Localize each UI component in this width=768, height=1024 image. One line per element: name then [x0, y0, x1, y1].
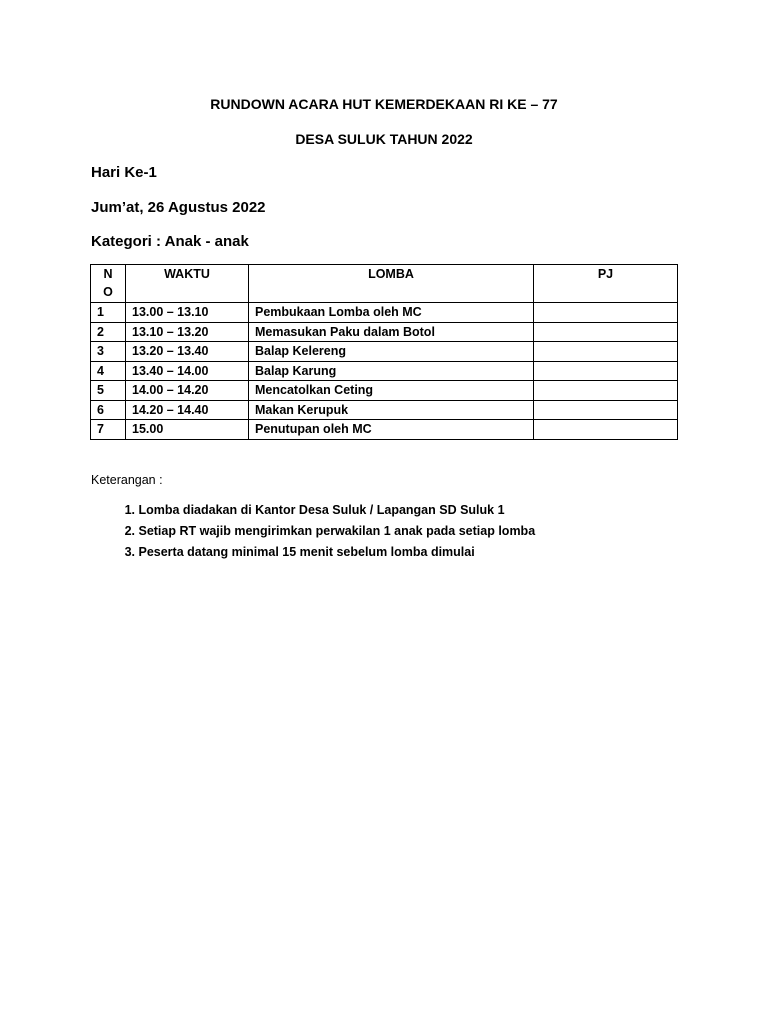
table-row — [91, 303, 678, 323]
cell-pj — [534, 303, 678, 323]
list-item — [91, 543, 535, 564]
header-no-line2: O — [103, 285, 113, 299]
category-label: Kategori : Anak - anak — [91, 233, 249, 250]
header-pj: PJ — [534, 265, 678, 303]
table-row — [91, 361, 678, 381]
list-item-text: Lomba diadakan di Kantor Desa Suluk / Lapangan SD Suluk 1 — [138, 503, 505, 517]
cell-no: 3 — [91, 342, 126, 362]
day-label: Hari Ke-1 — [91, 164, 157, 181]
cell-pj — [534, 322, 678, 342]
cell-lomba: Penutupan oleh MC — [249, 420, 534, 440]
list-item — [91, 522, 535, 543]
date-label: Jum’at, 26 Agustus 2022 — [91, 199, 266, 216]
cell-waktu: 13.10 – 13.20 — [126, 322, 249, 342]
table-body — [91, 303, 678, 440]
table-row — [91, 420, 678, 440]
document-subtitle: DESA SULUK TAHUN 2022 — [295, 131, 473, 147]
rundown-table — [90, 264, 678, 440]
table-row — [91, 400, 678, 420]
cell-no: 6 — [91, 400, 126, 420]
list-item-number: 1. — [124, 503, 135, 517]
cell-pj — [534, 381, 678, 401]
cell-lomba: Balap Karung — [249, 361, 534, 381]
cell-waktu: 14.20 – 14.40 — [126, 400, 249, 420]
cell-waktu: 13.40 – 14.00 — [126, 361, 249, 381]
table-row — [91, 381, 678, 401]
header-no — [91, 265, 126, 303]
list-item — [91, 501, 535, 522]
cell-no: 1 — [91, 303, 126, 323]
cell-no: 5 — [91, 381, 126, 401]
list-item-text: Setiap RT wajib mengirimkan perwakilan 1 anak pada setiap lomba — [138, 524, 536, 538]
cell-pj — [534, 342, 678, 362]
cell-lomba: Mencatolkan Ceting — [249, 381, 534, 401]
table-header — [91, 265, 678, 303]
cell-no: 2 — [91, 322, 126, 342]
cell-pj — [534, 400, 678, 420]
cell-no: 7 — [91, 420, 126, 440]
cell-no: 4 — [91, 361, 126, 381]
cell-lomba: Memasukan Paku dalam Botol — [249, 322, 534, 342]
cell-lomba: Makan Kerupuk — [249, 400, 534, 420]
notes-list — [91, 501, 535, 564]
cell-waktu: 14.00 – 14.20 — [126, 381, 249, 401]
document-title: RUNDOWN ACARA HUT KEMERDEKAAN RI KE – 77 — [210, 96, 558, 112]
list-item-number: 2. — [124, 524, 135, 538]
cell-pj — [534, 420, 678, 440]
cell-waktu: 13.00 – 13.10 — [126, 303, 249, 323]
table-header-row — [91, 265, 678, 303]
header-waktu: WAKTU — [126, 265, 249, 303]
cell-waktu: 15.00 — [126, 420, 249, 440]
cell-waktu: 13.20 – 13.40 — [126, 342, 249, 362]
table-row — [91, 342, 678, 362]
header-no-line1: N — [103, 267, 113, 281]
list-item-text: Peserta datang minimal 15 menit sebelum lomba dimulai — [138, 545, 475, 559]
table-row — [91, 322, 678, 342]
list-item-number: 3. — [124, 545, 135, 559]
header-lomba: LOMBA — [249, 265, 534, 303]
notes-heading: Keterangan : — [91, 473, 163, 487]
cell-lomba: Pembukaan Lomba oleh MC — [249, 303, 534, 323]
cell-pj — [534, 361, 678, 381]
cell-lomba: Balap Kelereng — [249, 342, 534, 362]
